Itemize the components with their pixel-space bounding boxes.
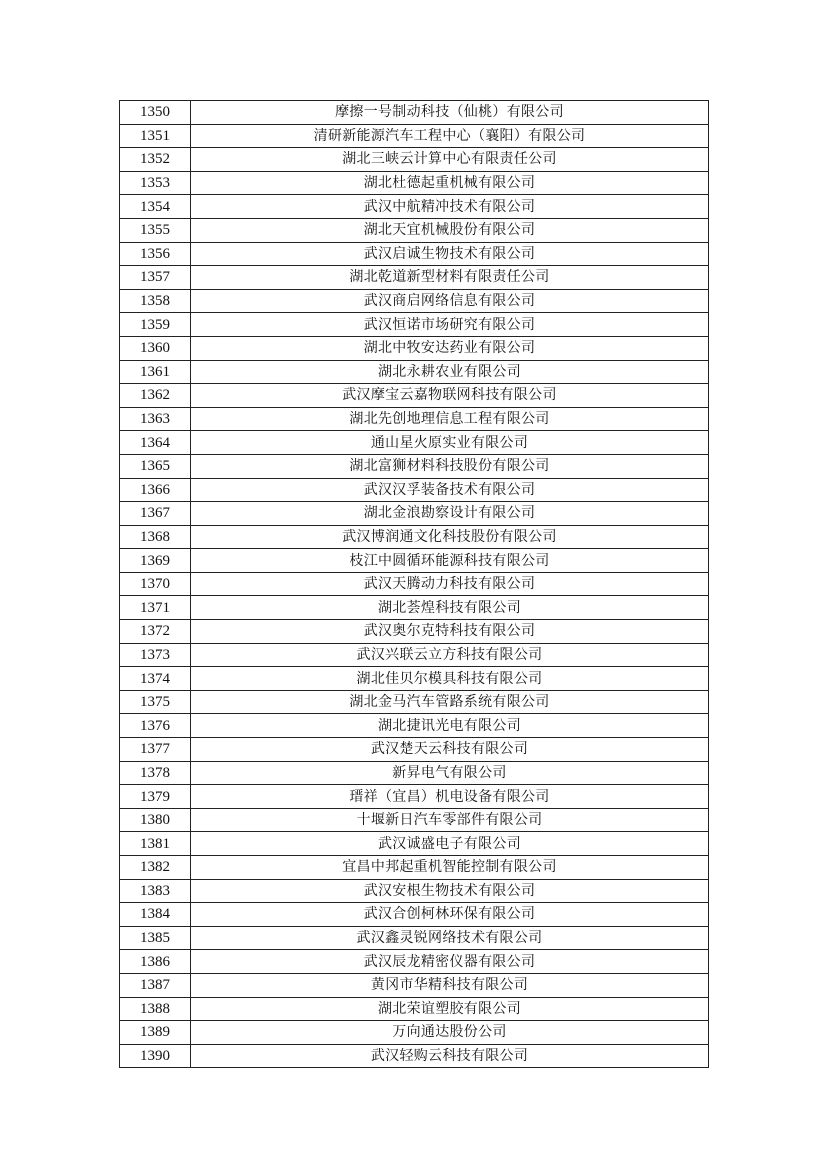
row-number-cell: 1386 <box>120 950 191 974</box>
company-name-cell: 武汉鑫灵锐网络技术有限公司 <box>191 926 709 950</box>
table-row <box>120 785 709 809</box>
company-name-cell: 湖北荟煌科技有限公司 <box>191 596 709 620</box>
row-number-cell: 1368 <box>120 525 191 549</box>
company-name-cell: 湖北佳贝尔模具科技有限公司 <box>191 667 709 691</box>
table-row <box>120 879 709 903</box>
table-row <box>120 738 709 762</box>
row-number-cell: 1385 <box>120 926 191 950</box>
company-name-cell: 湖北三峡云计算中心有限责任公司 <box>191 148 709 172</box>
row-number-cell: 1387 <box>120 973 191 997</box>
row-number-cell: 1358 <box>120 289 191 313</box>
row-number-cell: 1369 <box>120 549 191 573</box>
row-number-cell: 1355 <box>120 218 191 242</box>
company-name-cell: 枝江中圆循环能源科技有限公司 <box>191 549 709 573</box>
row-number-cell: 1381 <box>120 832 191 856</box>
row-number-cell: 1359 <box>120 313 191 337</box>
row-number-cell: 1361 <box>120 360 191 384</box>
table-row <box>120 336 709 360</box>
company-name-cell: 湖北先创地理信息工程有限公司 <box>191 407 709 431</box>
row-number-cell: 1353 <box>120 171 191 195</box>
table-row <box>120 360 709 384</box>
company-name-cell: 武汉辰龙精密仪器有限公司 <box>191 950 709 974</box>
company-name-cell: 新昇电气有限公司 <box>191 761 709 785</box>
row-number-cell: 1352 <box>120 148 191 172</box>
table-row <box>120 407 709 431</box>
company-name-cell: 武汉楚天云科技有限公司 <box>191 738 709 762</box>
row-number-cell: 1372 <box>120 620 191 644</box>
table-row <box>120 620 709 644</box>
company-name-cell: 湖北乾道新型材料有限责任公司 <box>191 266 709 290</box>
row-number-cell: 1360 <box>120 336 191 360</box>
table-row <box>120 596 709 620</box>
company-name-cell: 武汉启诚生物技术有限公司 <box>191 242 709 266</box>
company-name-cell: 清研新能源汽车工程中心（襄阳）有限公司 <box>191 124 709 148</box>
company-name-cell: 十堰新日汽车零部件有限公司 <box>191 808 709 832</box>
table-row <box>120 808 709 832</box>
company-name-cell: 湖北捷讯光电有限公司 <box>191 714 709 738</box>
company-name-cell: 通山星火原实业有限公司 <box>191 431 709 455</box>
table-row <box>120 950 709 974</box>
company-name-cell: 武汉博润通文化科技股份有限公司 <box>191 525 709 549</box>
table-row <box>120 572 709 596</box>
company-name-cell: 湖北天宜机械股份有限公司 <box>191 218 709 242</box>
table-row <box>120 832 709 856</box>
table-row <box>120 761 709 785</box>
company-name-cell: 武汉兴联云立方科技有限公司 <box>191 643 709 667</box>
row-number-cell: 1384 <box>120 903 191 927</box>
row-number-cell: 1382 <box>120 856 191 880</box>
table-row <box>120 148 709 172</box>
table-row <box>120 714 709 738</box>
table-row <box>120 1044 709 1068</box>
company-name-cell: 万向通达股份公司 <box>191 1021 709 1045</box>
table-row <box>120 431 709 455</box>
company-name-cell: 湖北金浪勘察设计有限公司 <box>191 502 709 526</box>
table-row <box>120 690 709 714</box>
table-row <box>120 997 709 1021</box>
table-row <box>120 454 709 478</box>
table-row <box>120 549 709 573</box>
company-name-cell: 武汉中航精冲技术有限公司 <box>191 195 709 219</box>
row-number-cell: 1375 <box>120 690 191 714</box>
row-number-cell: 1363 <box>120 407 191 431</box>
row-number-cell: 1354 <box>120 195 191 219</box>
row-number-cell: 1373 <box>120 643 191 667</box>
company-name-cell: 武汉商启网络信息有限公司 <box>191 289 709 313</box>
table-row <box>120 973 709 997</box>
company-name-cell: 武汉恒诺市场研究有限公司 <box>191 313 709 337</box>
table-row <box>120 903 709 927</box>
table-row <box>120 384 709 408</box>
row-number-cell: 1380 <box>120 808 191 832</box>
table-row <box>120 124 709 148</box>
row-number-cell: 1364 <box>120 431 191 455</box>
row-number-cell: 1383 <box>120 879 191 903</box>
table-row <box>120 289 709 313</box>
table-row <box>120 478 709 502</box>
company-name-cell: 湖北永耕农业有限公司 <box>191 360 709 384</box>
company-name-cell: 湖北荣谊塑胶有限公司 <box>191 997 709 1021</box>
company-name-cell: 湖北金马汽车管路系统有限公司 <box>191 690 709 714</box>
company-name-cell: 武汉轻购云科技有限公司 <box>191 1044 709 1068</box>
row-number-cell: 1389 <box>120 1021 191 1045</box>
row-number-cell: 1378 <box>120 761 191 785</box>
row-number-cell: 1376 <box>120 714 191 738</box>
row-number-cell: 1366 <box>120 478 191 502</box>
company-list-table <box>119 100 709 1068</box>
row-number-cell: 1356 <box>120 242 191 266</box>
table-row <box>120 171 709 195</box>
table-row <box>120 926 709 950</box>
row-number-cell: 1351 <box>120 124 191 148</box>
row-number-cell: 1374 <box>120 667 191 691</box>
table-row <box>120 525 709 549</box>
company-name-cell: 武汉安根生物技术有限公司 <box>191 879 709 903</box>
row-number-cell: 1390 <box>120 1044 191 1068</box>
row-number-cell: 1365 <box>120 454 191 478</box>
company-name-cell: 武汉奥尔克特科技有限公司 <box>191 620 709 644</box>
company-name-cell: 武汉汉孚装备技术有限公司 <box>191 478 709 502</box>
table-row <box>120 195 709 219</box>
table-row <box>120 643 709 667</box>
table-row <box>120 667 709 691</box>
table-row <box>120 266 709 290</box>
company-name-cell: 武汉摩宝云嘉物联网科技有限公司 <box>191 384 709 408</box>
company-name-cell: 武汉合创柯林环保有限公司 <box>191 903 709 927</box>
row-number-cell: 1350 <box>120 101 191 125</box>
row-number-cell: 1370 <box>120 572 191 596</box>
table-row <box>120 856 709 880</box>
table-row <box>120 101 709 125</box>
company-name-cell: 湖北富狮材料科技股份有限公司 <box>191 454 709 478</box>
row-number-cell: 1379 <box>120 785 191 809</box>
row-number-cell: 1362 <box>120 384 191 408</box>
table-row <box>120 218 709 242</box>
company-name-cell: 黄冈市华精科技有限公司 <box>191 973 709 997</box>
row-number-cell: 1377 <box>120 738 191 762</box>
company-name-cell: 湖北杜德起重机械有限公司 <box>191 171 709 195</box>
table-row <box>120 1021 709 1045</box>
company-name-cell: 摩擦一号制动科技（仙桃）有限公司 <box>191 101 709 125</box>
table-row <box>120 502 709 526</box>
company-name-cell: 武汉诚盛电子有限公司 <box>191 832 709 856</box>
company-name-cell: 湖北中牧安达药业有限公司 <box>191 336 709 360</box>
company-name-cell: 宜昌中邦起重机智能控制有限公司 <box>191 856 709 880</box>
table-row <box>120 242 709 266</box>
row-number-cell: 1371 <box>120 596 191 620</box>
row-number-cell: 1367 <box>120 502 191 526</box>
company-name-cell: 瑨祥（宜昌）机电设备有限公司 <box>191 785 709 809</box>
row-number-cell: 1388 <box>120 997 191 1021</box>
company-name-cell: 武汉天腾动力科技有限公司 <box>191 572 709 596</box>
company-list-body <box>120 101 709 1068</box>
row-number-cell: 1357 <box>120 266 191 290</box>
table-row <box>120 313 709 337</box>
